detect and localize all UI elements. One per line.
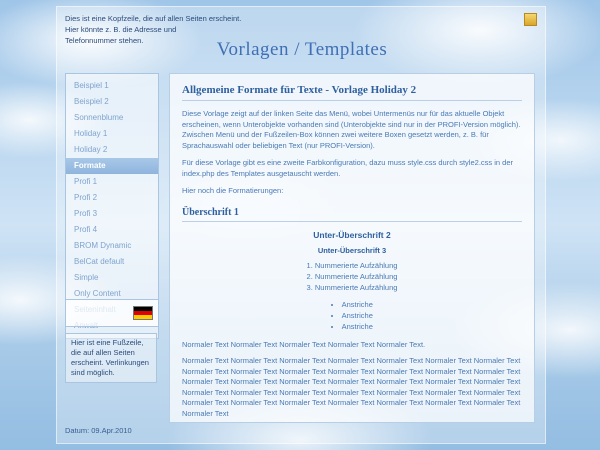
content-h2: Unter-Überschrift 2 bbox=[313, 229, 391, 240]
body-paragraph-1: Normaler Text Normaler Text Normaler Text Normaler Text Normaler Text. bbox=[182, 339, 426, 349]
sidebar-item-only-content[interactable]: Only Content bbox=[74, 289, 121, 298]
sidebar-item-holiday-1[interactable]: Holiday 1 bbox=[74, 129, 108, 138]
content-paragraph-3: Hier noch die Formatierungen: bbox=[182, 186, 284, 195]
german-flag-icon[interactable] bbox=[133, 306, 153, 320]
language-box bbox=[65, 299, 159, 327]
list-item: • Anstriche bbox=[182, 299, 522, 310]
content-paragraph-2: Für diese Vorlage gibt es eine zweite Farbkonfiguration, dazu muss style.css durch style2.css in der index.php des Templates ausgetauscht werden. bbox=[182, 158, 513, 178]
sidebar-item-beispiel-1[interactable]: Beispiel 1 bbox=[74, 81, 109, 90]
content-h1: Überschrift 1 bbox=[182, 207, 522, 222]
sidebar-item-profi-3[interactable]: Profi 3 bbox=[74, 209, 98, 218]
list-item: 2. Nummerierte Aufzählung bbox=[182, 271, 522, 282]
unordered-list bbox=[182, 299, 522, 332]
list-item: • Anstriche bbox=[182, 310, 522, 321]
sidebar-item-formate[interactable]: Formate bbox=[66, 158, 158, 174]
body-paragraph-2: Normaler Text Normaler Text Normaler Text Normaler Text Normaler Text Normaler Text Normaler Text Normaler Text Normaler Text Normaler Text Normaler Text Normaler Text Normaler Text Normaler Text Normaler Text Normaler Text Normaler Text Normaler Text Normaler Text Normaler Text Normaler Text Normaler Text Normaler Text Normaler Text Normaler Text Normaler Text Normaler Text Normaler Text Normaler Text Normaler Text Normaler Text Normaler Text Normaler Text Normaler Text Normaler Text Normaler Text bbox=[182, 356, 521, 418]
sidebar-item-belcat-default[interactable]: BelCat default bbox=[74, 257, 125, 266]
header-note-line-1: Dies ist eine Kopfzeile, die auf allen Seiten erscheint. bbox=[65, 14, 242, 23]
sidebar-item-profi-1[interactable]: Profi 1 bbox=[74, 177, 98, 186]
header-note-line-2: Hier könnte z. B. die Adresse und bbox=[65, 25, 177, 34]
footer-note: Hier ist eine Fußzeile, die auf allen Seiten erscheint. Verlinkungen sind möglich. bbox=[65, 333, 157, 383]
content-h3: Unter-Überschrift 3 bbox=[317, 245, 387, 255]
sidebar-item-brom-dynamic[interactable]: BROM Dynamic bbox=[74, 241, 132, 250]
ordered-list bbox=[182, 260, 522, 293]
list-item: 1. Nummerierte Aufzählung bbox=[182, 260, 522, 271]
sidebar-item-simple[interactable]: Simple bbox=[74, 273, 99, 282]
sidebar-item-holiday-2[interactable]: Holiday 2 bbox=[74, 145, 108, 154]
content-paragraph-1: Diese Vorlage zeigt auf der linken Seite das Menü, wobei Untermenüs nur für das aktuelle Objekt erscheinen, wenn Unterobjekte vorhanden sind (Unterobjekte sind nur in der PROFI-Version möglich). Zwischen Menü und der Fußzeilen-Box können zwei weitere Boxen gesetzt werden, z. B. für Sprachauswahl oder beliebigen Text (nur PROFI-Version). bbox=[182, 109, 521, 150]
page-title: Vorlagen / Templates bbox=[216, 39, 388, 60]
content-heading: Allgemeine Formate für Texte - Vorlage Holiday 2 bbox=[182, 84, 522, 101]
content-panel bbox=[169, 73, 535, 423]
sidebar-item-beispiel-2[interactable]: Beispiel 2 bbox=[74, 97, 109, 106]
sidebar-item-sonnenblume[interactable]: Sonnenblume bbox=[74, 113, 124, 122]
footer-date: Datum: 09.Apr.2010 bbox=[65, 426, 132, 435]
sidebar-item-profi-4[interactable]: Profi 4 bbox=[74, 225, 98, 234]
mail-icon[interactable] bbox=[524, 13, 537, 26]
header-note-line-3: Telefonnummer stehen. bbox=[65, 36, 144, 45]
sidebar-item-profi-2[interactable]: Profi 2 bbox=[74, 193, 98, 202]
website-page bbox=[56, 6, 546, 444]
list-item: 3. Nummerierte Aufzählung bbox=[182, 282, 522, 293]
list-item: • Anstriche bbox=[182, 321, 522, 332]
body-text bbox=[182, 340, 522, 420]
